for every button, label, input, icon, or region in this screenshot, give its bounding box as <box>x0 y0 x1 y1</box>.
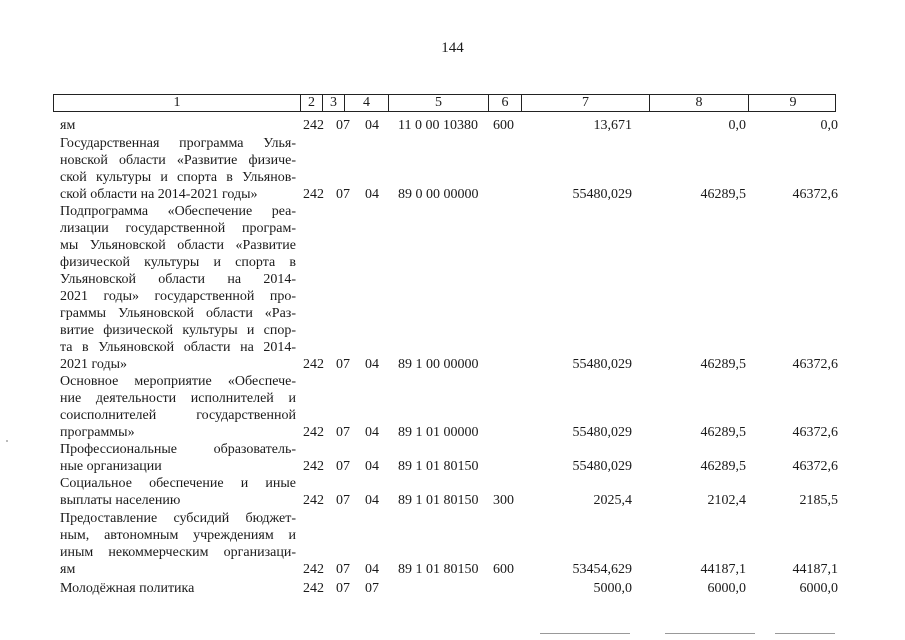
header-col-7: 7 <box>522 95 650 111</box>
row-name-line: ям <box>60 562 76 577</box>
cell-c2: 242 <box>303 425 324 440</box>
row-name <box>60 441 296 475</box>
cell-c8: 6000,0 <box>707 581 746 596</box>
scan-artifact <box>665 633 755 634</box>
cell-c8: 46289,5 <box>700 459 746 474</box>
row-name-line: ской области на 2014-2021 годы» <box>60 187 258 202</box>
cell-c2: 242 <box>303 187 324 202</box>
cell-c8: 44187,1 <box>700 562 746 577</box>
cell-c3: 07 <box>336 493 350 508</box>
cell-c3: 07 <box>336 581 350 596</box>
cell-c7: 55480,029 <box>572 459 632 474</box>
cell-c4: 04 <box>365 562 379 577</box>
cell-c8: 0,0 <box>728 118 746 133</box>
header-col-2: 2 <box>301 95 323 111</box>
row-name-line: Социальное обеспечение и иные <box>60 476 296 491</box>
cell-c4: 04 <box>365 118 379 133</box>
cell-c6: 600 <box>493 562 514 577</box>
cell-c4: 04 <box>365 493 379 508</box>
cell-c5: 89 1 01 80150 <box>398 459 479 474</box>
row-name-line: программы» <box>60 425 135 440</box>
cell-c3: 07 <box>336 425 350 440</box>
cell-c9: 2185,5 <box>799 493 838 508</box>
cell-c3: 07 <box>336 187 350 202</box>
row-name-line: 2021 годы» <box>60 357 128 372</box>
row-name-line: 2021 годы» государственной про- <box>60 289 296 304</box>
row-name <box>60 203 296 373</box>
row-name-line: витие физической культуры и спор- <box>60 323 296 338</box>
row-name-line: лизации государственной програм- <box>60 221 296 236</box>
cell-c8: 46289,5 <box>700 357 746 372</box>
cell-c7: 13,671 <box>593 118 632 133</box>
cell-c9: 0,0 <box>820 118 838 133</box>
cell-c4: 04 <box>365 425 379 440</box>
row-name <box>60 373 296 441</box>
cell-c7: 55480,029 <box>572 425 632 440</box>
header-col-5: 5 <box>389 95 489 111</box>
cell-c8: 46289,5 <box>700 187 746 202</box>
header-col-9: 9 <box>789 95 797 110</box>
header-col-4: 4 <box>345 95 389 111</box>
scan-artifact <box>540 633 630 634</box>
cell-c9: 44187,1 <box>792 562 838 577</box>
cell-c9: 46372,6 <box>792 425 838 440</box>
cell-c5: 11 0 00 10380 <box>398 118 478 133</box>
cell-c5: 89 0 00 00000 <box>398 187 479 202</box>
cell-c9: 46372,6 <box>792 459 838 474</box>
cell-c3: 07 <box>336 357 350 372</box>
cell-c7: 5000,0 <box>593 581 632 596</box>
row-name-line: Профессиональные образователь- <box>60 442 296 457</box>
row-name-line: ные организации <box>60 459 162 474</box>
row-name <box>60 580 296 597</box>
cell-c2: 242 <box>303 562 324 577</box>
row-name <box>60 135 296 203</box>
cell-c4: 04 <box>365 187 379 202</box>
row-name-line: новской области «Развитие физиче- <box>60 153 296 168</box>
row-name-line: Предоставление субсидий бюджет- <box>60 511 296 526</box>
cell-c2: 242 <box>303 581 324 596</box>
row-name-line: ской культуры и спорта в Ульянов- <box>60 170 296 185</box>
row-name-line: выплаты населению <box>60 493 181 508</box>
row-name-line: ям <box>60 118 76 133</box>
scan-mark <box>6 440 8 442</box>
cell-c6: 600 <box>493 118 514 133</box>
cell-c2: 242 <box>303 493 324 508</box>
row-name-line: мы Ульяновской области «Развитие <box>60 238 296 253</box>
cell-c2: 242 <box>303 357 324 372</box>
header-col-3: 3 <box>323 95 345 111</box>
header-col-8: 8 <box>650 95 749 111</box>
row-name-line: физической культуры и спорта в <box>60 255 296 270</box>
cell-c7: 2025,4 <box>593 493 632 508</box>
row-name-line: соисполнителей государственной <box>60 408 296 423</box>
cell-c3: 07 <box>336 118 350 133</box>
scan-artifact <box>775 633 835 634</box>
cell-c7: 55480,029 <box>572 357 632 372</box>
row-name <box>60 510 296 578</box>
cell-c4: 04 <box>365 357 379 372</box>
row-name-line: ние деятельности исполнителей и <box>60 391 296 406</box>
cell-c4: 04 <box>365 459 379 474</box>
cell-c9: 46372,6 <box>792 357 838 372</box>
cell-c3: 07 <box>336 459 350 474</box>
cell-c5: 89 1 01 80150 <box>398 493 479 508</box>
cell-c9: 46372,6 <box>792 187 838 202</box>
cell-c2: 242 <box>303 459 324 474</box>
cell-c9: 6000,0 <box>799 581 838 596</box>
row-name-line: Молодёжная политика <box>60 581 195 596</box>
cell-c5: 89 1 00 00000 <box>398 357 479 372</box>
cell-c8: 46289,5 <box>700 425 746 440</box>
cell-c2: 242 <box>303 118 324 133</box>
cell-c5: 89 1 01 00000 <box>398 425 479 440</box>
row-name <box>60 117 296 134</box>
row-name-line: Основное мероприятие «Обеспече- <box>60 374 296 389</box>
header-col-6: 6 <box>489 95 522 111</box>
row-name <box>60 475 296 509</box>
cell-c6: 300 <box>493 493 514 508</box>
cell-c3: 07 <box>336 562 350 577</box>
cell-c5: 89 1 01 80150 <box>398 562 479 577</box>
header-col-1: 1 <box>54 95 301 111</box>
row-name-line: ным, автономным учреждениям и <box>60 528 296 543</box>
row-name-line: иным некоммерческим организаци- <box>60 545 296 560</box>
row-name-line: Ульяновской области на 2014- <box>60 272 296 287</box>
table-header <box>53 94 836 112</box>
row-name-line: граммы Ульяновской области «Раз- <box>60 306 296 321</box>
row-name-line: Подпрограмма «Обеспечение реа- <box>60 204 296 219</box>
row-name-line: та в Ульяновской области на 2014- <box>60 340 296 355</box>
cell-c7: 55480,029 <box>572 187 632 202</box>
cell-c8: 2102,4 <box>707 493 746 508</box>
cell-c7: 53454,629 <box>572 562 632 577</box>
row-name-line: Государственная программа Улья- <box>60 136 296 151</box>
page-number: 144 <box>441 40 464 56</box>
cell-c4: 07 <box>365 581 379 596</box>
